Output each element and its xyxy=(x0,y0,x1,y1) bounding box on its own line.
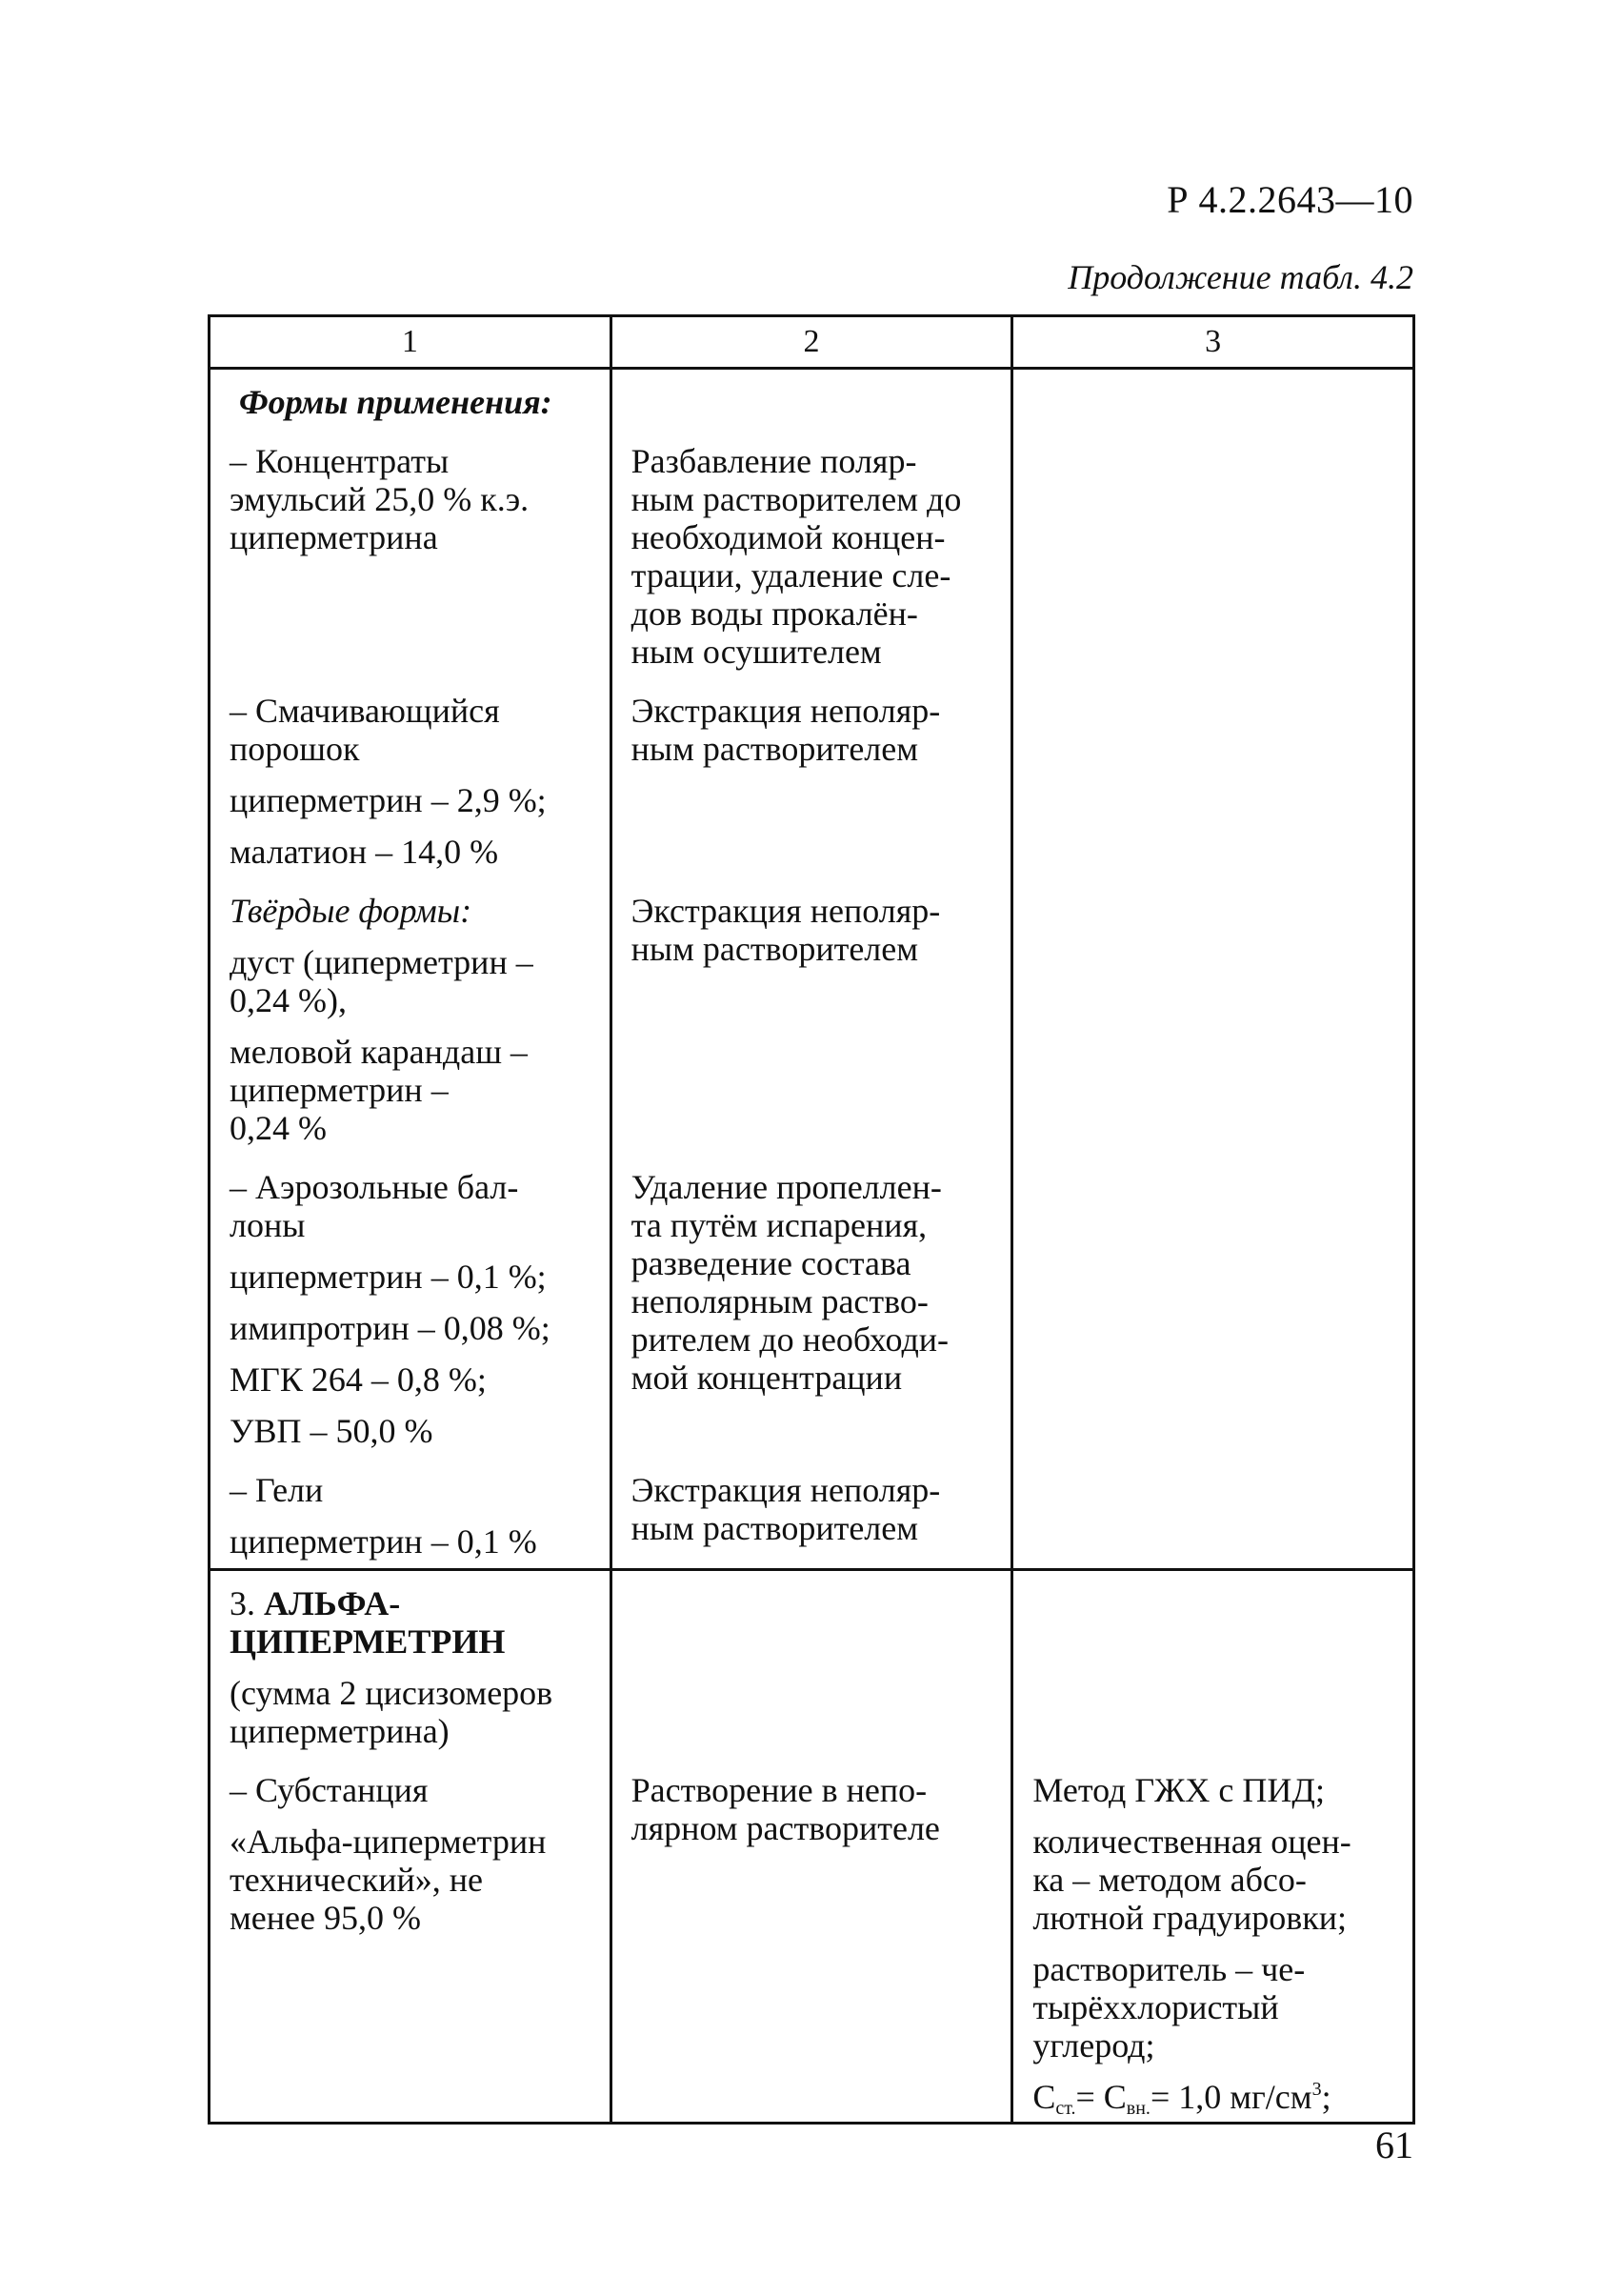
cell-line: циперметрин – 0,1 %; xyxy=(230,1258,547,1296)
cell-line: – Гели xyxy=(230,1471,324,1509)
cell-line: ка – методом абсо- xyxy=(1032,1861,1307,1899)
wettable-powder-prep-cell xyxy=(610,671,1012,871)
cell-line: малатион – 14,0 % xyxy=(230,833,499,871)
substance-name: АЛЬФА- xyxy=(264,1584,401,1622)
substance-cell xyxy=(210,1750,611,2124)
cell-line: циперметрин – 2,9 %; xyxy=(230,781,547,819)
column-header-3: 3 xyxy=(1012,316,1414,369)
substance-prep-cell xyxy=(610,1750,1012,2124)
column-header-1: 1 xyxy=(210,316,611,369)
formula-sub-vn: вн. xyxy=(1126,2098,1151,2119)
cell-line: (сумма 2 цисизомеров xyxy=(230,1674,553,1712)
alpha-title-line xyxy=(230,1584,598,1622)
table-row-wettable-powder xyxy=(210,671,1414,871)
solid-forms-title: Твёрдые формы: xyxy=(230,892,472,930)
cell-line: ным осушителем xyxy=(630,633,882,671)
cell-line: порошок xyxy=(230,730,360,768)
table-row-gels xyxy=(210,1450,1414,1570)
cell-line: растворитель – че- xyxy=(1032,1950,1306,1988)
cell-line: – Смачивающийся xyxy=(230,692,500,730)
table-row-substance xyxy=(210,1750,1414,2124)
cell-line: Экстракция неполяр- xyxy=(630,1471,941,1509)
forms-heading: Формы применения: xyxy=(239,383,552,421)
substance-method-cell xyxy=(1012,1750,1414,2124)
formula-c: С xyxy=(1032,2078,1056,2116)
formula-sup: 3 xyxy=(1311,2079,1322,2100)
empty-cell xyxy=(1012,671,1414,871)
cell-line: тырёххлористый xyxy=(1032,1988,1279,2026)
column-header-2: 2 xyxy=(610,316,1012,369)
cell-line: лоны xyxy=(230,1206,306,1244)
cell-line: дуст (циперметрин – xyxy=(230,943,533,981)
page-number: 61 xyxy=(1375,2124,1413,2166)
table-row-forms-heading xyxy=(210,369,1414,422)
formula-value: = 1,0 мг/см xyxy=(1150,2078,1312,2116)
empty-cell xyxy=(1012,1570,1414,1751)
cell-line: ным растворителем xyxy=(630,930,919,968)
cell-line: Экстракция неполяр- xyxy=(630,892,941,930)
cell-line: ным растворителем до xyxy=(630,480,962,518)
formula-eq: = xyxy=(1075,2078,1104,2116)
aerosol-prep-cell xyxy=(610,1147,1012,1450)
concentrates-prep-cell xyxy=(610,421,1012,671)
cell-line: циперметрин – 0,1 % xyxy=(230,1522,537,1561)
section-number: 3. xyxy=(230,1584,255,1622)
substance-name-line2: ЦИПЕРМЕТРИН xyxy=(230,1622,506,1661)
solid-forms-cell xyxy=(210,871,611,1147)
cell-line: меловой карандаш – xyxy=(230,1033,528,1071)
forms-heading-cell xyxy=(210,369,611,422)
cell-line: Удаление пропеллен- xyxy=(630,1168,942,1206)
methods-table xyxy=(208,314,1415,2125)
wettable-powder-cell xyxy=(210,671,611,871)
empty-cell xyxy=(1012,369,1414,422)
table-row-concentrates xyxy=(210,421,1414,671)
empty-cell xyxy=(610,1570,1012,1751)
cell-line: мой концентрации xyxy=(630,1359,903,1397)
document-code: Р 4.2.2643—10 xyxy=(1167,178,1413,221)
cell-line: – Субстанция xyxy=(230,1771,429,1809)
cell-line: – Концентраты xyxy=(230,442,450,480)
table-header-row xyxy=(210,316,1414,369)
formula-sub-st: ст. xyxy=(1055,2098,1076,2119)
alpha-heading-cell xyxy=(210,1570,611,1751)
cell-line: эмульсий 25,0 % к.э. xyxy=(230,480,530,518)
empty-cell xyxy=(1012,871,1414,1147)
empty-cell xyxy=(1012,1147,1414,1450)
cell-line: Разбавление поляр- xyxy=(630,442,917,480)
gels-prep-cell xyxy=(610,1450,1012,1570)
cell-line: циперметрин – xyxy=(230,1071,449,1109)
cell-line: циперметрина) xyxy=(230,1712,450,1750)
formula-tail: ; xyxy=(1321,2078,1331,2116)
cell-line: менее 95,0 % xyxy=(230,1899,421,1937)
empty-cell xyxy=(1012,421,1414,671)
cell-line: углерод; xyxy=(1032,2026,1155,2064)
table-row-solid-forms xyxy=(210,871,1414,1147)
cell-line: количественная оцен- xyxy=(1032,1823,1351,1861)
formula-c2: С xyxy=(1103,2078,1127,2116)
cell-line: трации, удаление сле- xyxy=(630,556,951,594)
cell-line: МГК 264 – 0,8 %; xyxy=(230,1360,487,1399)
empty-cell xyxy=(1012,1450,1414,1570)
cell-line: рителем до необходи- xyxy=(630,1320,950,1359)
cell-line: технический», не xyxy=(230,1861,483,1899)
cell-line: необходимой концен- xyxy=(630,518,946,556)
concentration-formula xyxy=(1032,2078,1401,2122)
cell-line: дов воды прокалён- xyxy=(630,594,918,633)
cell-line: «Альфа-циперметрин xyxy=(230,1823,547,1861)
method-line: Метод ГЖХ с ПИД; xyxy=(1032,1771,1325,1809)
cell-line: Растворение в непо- xyxy=(630,1771,928,1809)
cell-line: ным растворителем xyxy=(630,730,919,768)
cell-line: 0,24 %), xyxy=(230,981,347,1019)
table-row-aerosol xyxy=(210,1147,1414,1450)
table-continuation-label: Продолжение табл. 4.2 xyxy=(1068,258,1413,296)
solid-forms-prep-cell xyxy=(610,871,1012,1147)
concentrates-cell xyxy=(210,421,611,671)
cell-line: разведение состава xyxy=(630,1244,911,1282)
cell-line: имипротрин – 0,08 %; xyxy=(230,1309,550,1347)
cell-line: УВП – 50,0 % xyxy=(230,1412,433,1450)
cell-line: 0,24 % xyxy=(230,1109,327,1147)
cell-line: – Аэрозольные бал- xyxy=(230,1168,519,1206)
cell-line: циперметрина xyxy=(230,518,438,556)
aerosol-cell xyxy=(210,1147,611,1450)
empty-cell xyxy=(610,369,1012,422)
cell-line: неполярным раство- xyxy=(630,1282,929,1320)
gels-cell xyxy=(210,1450,611,1570)
cell-line: лютной градуировки; xyxy=(1032,1899,1348,1937)
cell-line: ным растворителем xyxy=(630,1509,919,1547)
cell-line: лярном растворителе xyxy=(630,1809,940,1847)
table-row-alpha-heading xyxy=(210,1570,1414,1751)
cell-line: Экстракция неполяр- xyxy=(630,692,941,730)
cell-line: та путём испарения, xyxy=(630,1206,928,1244)
